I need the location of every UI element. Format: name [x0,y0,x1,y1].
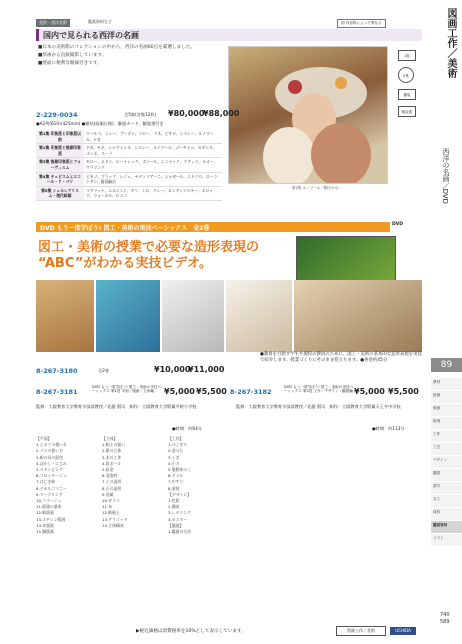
index-nav-item[interactable]: 木工 [431,495,462,508]
page-ref: 589 [440,619,450,625]
chapter-item: 13.テラコッタ [102,516,128,522]
set-label: 第2集 印象派と後期印象派 [36,144,84,158]
product-set-label: 全5集(各集12枚) [124,112,157,117]
manual-badge: 解説書 [398,106,416,117]
headline-line-2: “ABC”がわかる実技ビデオ。 [38,256,212,271]
artist-names: マグリット、エルンスト、ダリ、ミロ、クレー、カンディンスキー、ポロック、ウォーホル、ロスコ [84,186,222,200]
photo-paint-texture [96,280,160,352]
index-nav-item[interactable]: 資料 [431,508,462,521]
price-incl-tax: ¥88,000 [203,109,240,118]
chapter-item: 2.金づち [168,448,184,454]
sheet-count-badge: 1枚 [398,50,416,61]
chapter-item: 【立体】 [102,436,118,441]
photo-paper-craft [36,280,94,352]
chapter-item: 8.塗装 [168,485,180,491]
volume-2-duration: ●時間：約113分 [372,426,405,431]
chapter-list-right [168,436,230,535]
chapter-item: 【平面】 [36,436,52,441]
index-nav-item[interactable]: 工芸 [431,443,462,456]
chapter-item: 2.紙の立体 [102,448,122,454]
photo-relief [294,280,422,352]
volume-1-desc: DVD もう一度学ぼう! 図工・美術の実技ベーシックス 第1巻 平面・版画・立体編 [92,385,162,394]
volume-2-code: 8-267-3182 [230,388,272,396]
chapter-item: 5.針金 [102,467,114,473]
table-row [36,144,222,158]
volume-2-price-excl: ¥5,000 [354,387,385,396]
dvd-price-excl-tax: ¥10,000 [154,365,191,374]
set-label: 第1集 印象派と印象派以前 [36,130,84,144]
artwork-photo-strip [36,280,422,352]
chapter-item: 2.パスの使い方 [36,448,64,454]
chapter-item: 7.はじき絵 [36,479,56,485]
dvd-price-incl-tax: ¥11,000 [188,365,225,374]
chapter-item: 8.デカルコマニー [36,485,67,491]
chapter-item: 3.木の工作 [102,454,122,460]
chapter-item: 3.絵の具の混色 [36,454,64,460]
chapter-item: 2.構成 [168,504,180,510]
chapter-item: 5.スタンピング [36,467,63,473]
dvd-logo: DVD [392,222,403,227]
volume-2-desc: DVD もう一度学ぼう! 図工・美術の実技ベーシックス 第2巻 工作・デザイン・鑑賞編 [284,385,354,394]
chapter-item: 9.金属 [102,491,114,497]
table-row [36,186,222,200]
index-nav-item[interactable]: 工作 [431,430,462,443]
painting-illustration [229,47,388,184]
headline-line-1: 図工・美術の授業で必要な造形表現の [38,240,260,255]
dvd-product-code: 8-267-3180 [36,367,78,375]
table-row [36,158,222,172]
chapter-item: 4.小刀 [168,460,180,466]
chapter-item: 6.発泡材 [102,473,118,479]
painting-image [228,46,388,184]
chapter-item: 3.レタリング [168,510,191,516]
artist-names: モロー、ルドン、ロートレック、ボナール、シニャック、マティス、ルオー、ヴラマンク [84,158,222,172]
chapter-item: 11.布 [102,504,113,510]
chapter-item: 10.ガラス [102,498,120,504]
dvd-set-label: 全2巻 [98,368,110,373]
footer-category-box: 図画工作／美術 [336,626,386,636]
dvd-feature-text: ●教員を目指す学生や現役の教員のために、図工・美術の基本的な造形表現を実技で紹介します。授業づくりにそのまま役立ちます。●各巻約45分 [260,352,422,363]
chapter-item: 1.粘土の扱い [102,442,126,448]
chapter-item: 14.立体構成 [102,522,124,528]
dvd-headline [38,240,278,272]
chapter-item: 15.銅版画 [36,529,54,535]
volume-2-price-incl: ¥5,500 [388,387,419,396]
set-label: 第3集 後期印象派とフォーヴィスム [36,158,84,172]
frame-badge: 額装 [398,89,416,100]
tax-note: ▶税込価格は消費税率を10%として表示しています。 [136,629,246,634]
chapter-item: 4.ぼかし・にじみ [36,460,67,466]
page-number: 89 [431,358,462,372]
chapter-item: 3.くぎ [168,454,180,460]
chapter-list-mid [102,436,164,529]
chapter-item: 1.鑑賞の方法 [168,529,192,535]
feature-bullets [38,44,195,68]
chapter-item: 【工作】 [168,436,184,441]
artist-table [36,130,222,201]
chapter-item: 8.石の造形 [102,485,122,491]
index-nav-item[interactable]: 彫刻 [431,417,462,430]
product-spec: ●A2判(610×425mm) ●額装(高額仕様)、解説カード、解説書付き [36,121,164,126]
chapter-item: 7.やすり [168,479,184,485]
page-references [440,612,450,626]
sidebar-category-title: 図画工作／美術 [445,8,456,78]
volume-1-price-incl: ¥5,500 [196,387,227,396]
chapter-item: 1.色彩 [168,498,180,504]
sidebar-section-title: 西洋の名画／DVD [441,148,449,204]
chapter-item: 7.土の造形 [102,479,122,485]
artist-names: ピカソ、ブラック、レジェ、モディリアーニ、シャガール、ユトリロ、ローランサン、藤田嗣治 [84,172,222,186]
chapter-item: 5.電動糸のこ [168,467,192,473]
index-nav-item[interactable]: 教材 [431,378,462,391]
index-nav-item[interactable]: 絵画 [431,391,462,404]
chapter-item: 【デザイン】 [168,491,192,497]
artist-names: ドガ、モネ、シャヴァンヌ、シスレー、ルノワール、ゴーギャン、セザンヌ、ゴッホ、スーラ [84,144,222,158]
chapter-item: 1.えのぐの使い方 [36,442,67,448]
chapter-list-left [36,436,98,535]
bullet-item: ■原画から直接撮影しています。 [38,53,107,58]
bullet-item: ■壁面に便利な額縁付きです。 [38,61,102,66]
chapter-item: 14.木版画 [36,522,54,528]
chapter-item: 【鑑賞】 [168,522,184,528]
index-nav-item[interactable]: デザイン [431,456,462,469]
volume-1-supervision: 監修：大阪教育大学教育学部准教授／佐藤 賢司 制作：大阪教育大学附属平野小学校 [36,404,197,409]
index-nav-item[interactable]: 版画 [431,404,462,417]
chapter-item: 6.ドリル [168,473,184,479]
volume-1-duration: ●時間：約64分 [172,426,202,431]
chapter-item: 12.紙粘土 [102,510,120,516]
index-nav [431,378,462,547]
set-label: 第4集 キュビスムとエコール・ド・パリ [36,172,84,186]
price-excl-tax: ¥80,000 [168,109,205,118]
index-nav-item[interactable]: ソフト [431,534,462,547]
volume-2-supervision: 監修：大阪教育大学教育学部准教授／佐藤 賢司 制作：大阪教育大学附属天王寺中学校 [236,404,401,409]
usage-badge: 国 内容物によって異なる [337,19,386,28]
bullet-item: ■日本の美術館のコレクションの中から、西洋の名画60点を厳選しました。 [38,45,196,50]
volume-1-price-excl: ¥5,000 [164,387,195,396]
photo-cutout [226,280,292,352]
spec-badges [398,50,416,123]
section-title: 国内で見られる西洋の名画 [43,31,139,40]
artist-names: クールベ、ミレー、ブーダン、コロー、マネ、ピサロ、シスレー、ルノワール、ドガ [84,130,222,144]
chapter-item: 12.紙版画 [36,510,54,516]
index-nav-item[interactable]: 鑑賞資料 [431,521,462,534]
index-nav-item[interactable]: 鑑賞 [431,469,462,482]
photo-paper-sculpture [162,280,224,352]
product-code: 2-229-0034 [36,111,78,119]
uchida-logo: UCHIDA [390,627,416,635]
chapter-item: 9.マーブリング [36,491,63,497]
chapter-item: 1.のこぎり [168,442,188,448]
dvd-section-title: DVD もう一度学ぼう! 図工・美術の実技ベーシックス 全2巻 [40,225,210,232]
index-nav-item[interactable]: 書写 [431,482,462,495]
sub-category-tag: 鑑賞資料など [88,19,112,24]
chapter-item: 6.フロッタージュ [36,473,67,479]
table-row [36,172,222,186]
category-tag: 美術・西洋美術 [36,19,70,27]
table-row [36,130,222,144]
chapter-item: 10.コラージュ [36,498,62,504]
set-label: 第5集 シュルレアリスム・現代絵画 [36,186,84,200]
volume-1-code: 8-267-3181 [36,388,78,396]
chapter-item: 13.スチレン版画 [36,516,66,522]
chapter-item: 11.版画の基本 [36,504,62,510]
chapter-item: 4.ポスター [168,516,188,522]
chapter-item: 4.段ボール [102,460,122,466]
set-count-badge: 5集 [398,67,414,83]
page-ref: 740 [440,612,450,618]
painting-caption: 第2集 ルノワール「帽子の女」 [292,186,342,190]
index-sidebar [433,0,462,644]
